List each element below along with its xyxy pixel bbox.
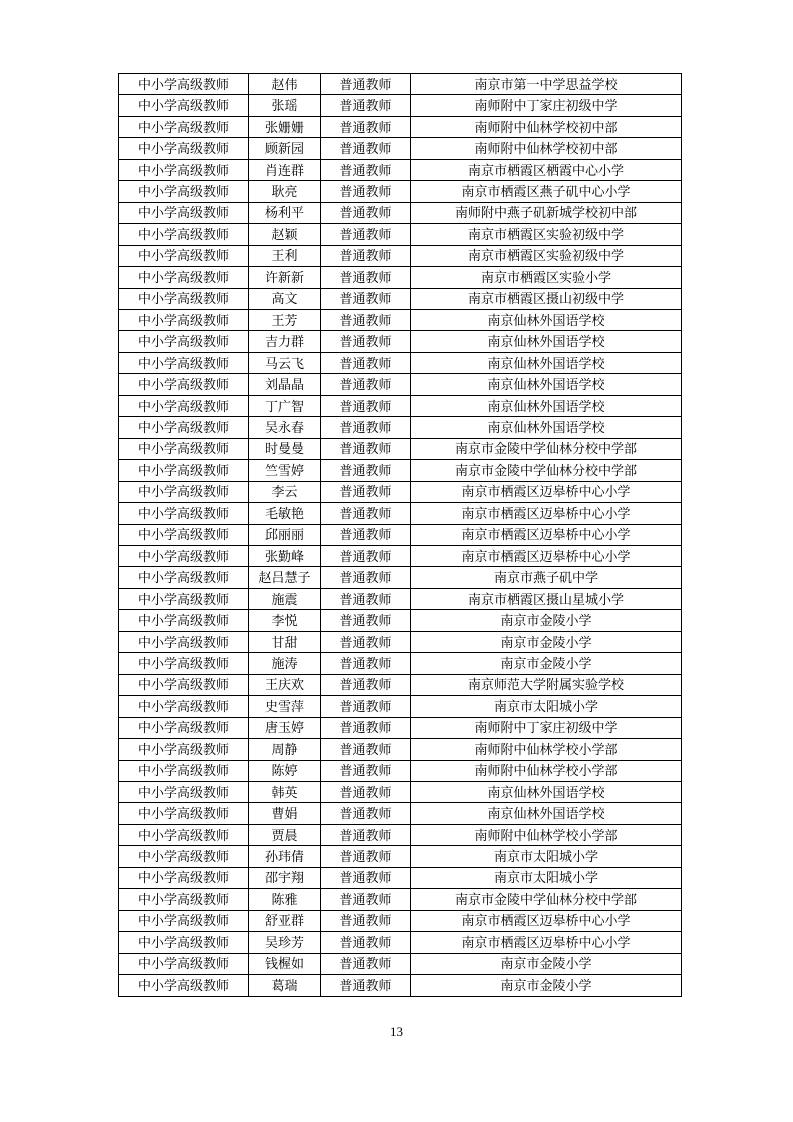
school-cell: 南京市金陵小学 <box>411 975 682 997</box>
rank-cell: 中小学高级教师 <box>119 288 249 309</box>
table-row <box>119 953 682 974</box>
rank-cell: 中小学高级教师 <box>119 567 249 588</box>
table-row <box>119 910 682 931</box>
table-row <box>119 181 682 202</box>
rank-cell: 中小学高级教师 <box>119 824 249 845</box>
rank-cell: 中小学高级教师 <box>119 74 249 95</box>
rank-cell: 中小学高级教师 <box>119 524 249 545</box>
position-cell: 普通教师 <box>321 760 411 781</box>
table-row <box>119 739 682 760</box>
name-cell: 邵宇翔 <box>249 867 321 888</box>
position-cell: 普通教师 <box>321 674 411 695</box>
rank-cell: 中小学高级教师 <box>119 867 249 888</box>
position-cell: 普通教师 <box>321 352 411 373</box>
school-cell: 南京市第一中学思益学校 <box>411 74 682 95</box>
page-number: 13 <box>390 1024 403 1039</box>
school-cell: 南京市栖霞区实验初级中学 <box>411 224 682 245</box>
position-cell: 普通教师 <box>321 202 411 223</box>
table-row <box>119 781 682 802</box>
position-cell: 普通教师 <box>321 524 411 545</box>
table-row <box>119 331 682 352</box>
rank-cell: 中小学高级教师 <box>119 331 249 352</box>
position-cell: 普通教师 <box>321 481 411 502</box>
rank-cell: 中小学高级教师 <box>119 932 249 953</box>
school-cell: 南师附中丁家庄初级中学 <box>411 95 682 116</box>
school-cell: 南京市栖霞区迈皋桥中心小学 <box>411 524 682 545</box>
school-cell: 南师附中燕子矶新城学校初中部 <box>411 202 682 223</box>
school-cell: 南京仙林外国语学校 <box>411 352 682 373</box>
school-cell: 南京仙林外国语学校 <box>411 803 682 824</box>
position-cell: 普通教师 <box>321 696 411 717</box>
name-cell: 顾新园 <box>249 138 321 159</box>
rank-cell: 中小学高级教师 <box>119 953 249 974</box>
school-cell: 南京市太阳城小学 <box>411 696 682 717</box>
table-row <box>119 417 682 438</box>
name-cell: 赵吕慧子 <box>249 567 321 588</box>
name-cell: 邱丽丽 <box>249 524 321 545</box>
table-row <box>119 674 682 695</box>
rank-cell: 中小学高级教师 <box>119 717 249 738</box>
school-cell: 南京仙林外国语学校 <box>411 781 682 802</box>
table-row <box>119 696 682 717</box>
rank-cell: 中小学高级教师 <box>119 781 249 802</box>
rank-cell: 中小学高级教师 <box>119 481 249 502</box>
position-cell: 普通教师 <box>321 138 411 159</box>
rank-cell: 中小学高级教师 <box>119 116 249 137</box>
rank-cell: 中小学高级教师 <box>119 159 249 180</box>
school-cell: 南京市太阳城小学 <box>411 867 682 888</box>
name-cell: 许新新 <box>249 267 321 288</box>
name-cell: 葛瑞 <box>249 975 321 997</box>
school-cell: 南京市栖霞区摄山初级中学 <box>411 288 682 309</box>
position-cell: 普通教师 <box>321 717 411 738</box>
position-cell: 普通教师 <box>321 932 411 953</box>
name-cell: 赵颖 <box>249 224 321 245</box>
name-cell: 王庆欢 <box>249 674 321 695</box>
name-cell: 吴永春 <box>249 417 321 438</box>
table-row <box>119 717 682 738</box>
table-row <box>119 224 682 245</box>
rank-cell: 中小学高级教师 <box>119 267 249 288</box>
position-cell: 普通教师 <box>321 116 411 137</box>
rank-cell: 中小学高级教师 <box>119 95 249 116</box>
position-cell: 普通教师 <box>321 74 411 95</box>
name-cell: 张姗姗 <box>249 116 321 137</box>
rank-cell: 中小学高级教师 <box>119 460 249 481</box>
position-cell: 普通教师 <box>321 889 411 910</box>
rank-cell: 中小学高级教师 <box>119 438 249 459</box>
name-cell: 刘晶晶 <box>249 374 321 395</box>
table-row <box>119 202 682 223</box>
school-cell: 南京仙林外国语学校 <box>411 309 682 330</box>
position-cell: 普通教师 <box>321 588 411 609</box>
position-cell: 普通教师 <box>321 331 411 352</box>
position-cell: 普通教师 <box>321 374 411 395</box>
position-cell: 普通教师 <box>321 610 411 631</box>
school-cell: 南京市金陵小学 <box>411 610 682 631</box>
name-cell: 施震 <box>249 588 321 609</box>
table-row <box>119 889 682 910</box>
position-cell: 普通教师 <box>321 95 411 116</box>
school-cell: 南师附中仙林学校小学部 <box>411 739 682 760</box>
name-cell: 吴珍芳 <box>249 932 321 953</box>
school-cell: 南京市燕子矶中学 <box>411 567 682 588</box>
table-row <box>119 116 682 137</box>
rank-cell: 中小学高级教师 <box>119 545 249 566</box>
school-cell: 南京市栖霞区栖霞中心小学 <box>411 159 682 180</box>
table-row <box>119 867 682 888</box>
position-cell: 普通教师 <box>321 288 411 309</box>
name-cell: 赵伟 <box>249 74 321 95</box>
school-cell: 南京仙林外国语学校 <box>411 374 682 395</box>
name-cell: 张勤峰 <box>249 545 321 566</box>
table-row <box>119 159 682 180</box>
name-cell: 吉力群 <box>249 331 321 352</box>
name-cell: 丁广智 <box>249 395 321 416</box>
name-cell: 甘甜 <box>249 631 321 652</box>
rank-cell: 中小学高级教师 <box>119 138 249 159</box>
school-cell: 南京市栖霞区迈皋桥中心小学 <box>411 910 682 931</box>
name-cell: 杨利平 <box>249 202 321 223</box>
rank-cell: 中小学高级教师 <box>119 352 249 373</box>
position-cell: 普通教师 <box>321 803 411 824</box>
position-cell: 普通教师 <box>321 460 411 481</box>
school-cell: 南京市栖霞区迈皋桥中心小学 <box>411 503 682 524</box>
name-cell: 王芳 <box>249 309 321 330</box>
teacher-title-table <box>118 73 682 997</box>
position-cell: 普通教师 <box>321 224 411 245</box>
name-cell: 韩英 <box>249 781 321 802</box>
name-cell: 耿亮 <box>249 181 321 202</box>
table-row <box>119 438 682 459</box>
table-row <box>119 95 682 116</box>
name-cell: 孙玮倩 <box>249 846 321 867</box>
table-row <box>119 631 682 652</box>
name-cell: 张瑶 <box>249 95 321 116</box>
school-cell: 南京市金陵小学 <box>411 953 682 974</box>
rank-cell: 中小学高级教师 <box>119 631 249 652</box>
table-row <box>119 503 682 524</box>
school-cell: 南京市栖霞区摄山星城小学 <box>411 588 682 609</box>
position-cell: 普通教师 <box>321 417 411 438</box>
school-cell: 南京市金陵中学仙林分校中学部 <box>411 460 682 481</box>
rank-cell: 中小学高级教师 <box>119 202 249 223</box>
table-row <box>119 267 682 288</box>
position-cell: 普通教师 <box>321 631 411 652</box>
table-row <box>119 481 682 502</box>
position-cell: 普通教师 <box>321 867 411 888</box>
table-row <box>119 460 682 481</box>
position-cell: 普通教师 <box>321 567 411 588</box>
table-row <box>119 824 682 845</box>
position-cell: 普通教师 <box>321 545 411 566</box>
position-cell: 普通教师 <box>321 309 411 330</box>
position-cell: 普通教师 <box>321 181 411 202</box>
position-cell: 普通教师 <box>321 739 411 760</box>
rank-cell: 中小学高级教师 <box>119 417 249 438</box>
name-cell: 施涛 <box>249 653 321 674</box>
table-row <box>119 610 682 631</box>
school-cell: 南京市栖霞区迈皋桥中心小学 <box>411 545 682 566</box>
name-cell: 舒亚群 <box>249 910 321 931</box>
table-row <box>119 567 682 588</box>
rank-cell: 中小学高级教师 <box>119 910 249 931</box>
rank-cell: 中小学高级教师 <box>119 760 249 781</box>
school-cell: 南师附中仙林学校初中部 <box>411 116 682 137</box>
position-cell: 普通教师 <box>321 438 411 459</box>
school-cell: 南师附中仙林学校初中部 <box>411 138 682 159</box>
name-cell: 竺雪婷 <box>249 460 321 481</box>
table-row <box>119 588 682 609</box>
table-row <box>119 524 682 545</box>
table-body <box>119 74 682 997</box>
name-cell: 肖连群 <box>249 159 321 180</box>
rank-cell: 中小学高级教师 <box>119 846 249 867</box>
school-cell: 南京市栖霞区迈皋桥中心小学 <box>411 481 682 502</box>
rank-cell: 中小学高级教师 <box>119 610 249 631</box>
school-cell: 南师附中丁家庄初级中学 <box>411 717 682 738</box>
school-cell: 南师附中仙林学校小学部 <box>411 760 682 781</box>
position-cell: 普通教师 <box>321 910 411 931</box>
position-cell: 普通教师 <box>321 953 411 974</box>
rank-cell: 中小学高级教师 <box>119 739 249 760</box>
position-cell: 普通教师 <box>321 159 411 180</box>
school-cell: 南京市金陵小学 <box>411 631 682 652</box>
table-row <box>119 395 682 416</box>
name-cell: 周静 <box>249 739 321 760</box>
table-row <box>119 245 682 266</box>
name-cell: 时曼曼 <box>249 438 321 459</box>
name-cell: 毛敏艳 <box>249 503 321 524</box>
school-cell: 南京仙林外国语学校 <box>411 395 682 416</box>
school-cell: 南京市栖霞区实验初级中学 <box>411 245 682 266</box>
rank-cell: 中小学高级教师 <box>119 395 249 416</box>
table-row <box>119 545 682 566</box>
name-cell: 史雪萍 <box>249 696 321 717</box>
name-cell: 陈雅 <box>249 889 321 910</box>
name-cell: 王利 <box>249 245 321 266</box>
school-cell: 南京仙林外国语学校 <box>411 331 682 352</box>
position-cell: 普通教师 <box>321 267 411 288</box>
position-cell: 普通教师 <box>321 503 411 524</box>
school-cell: 南京市金陵中学仙林分校中学部 <box>411 438 682 459</box>
rank-cell: 中小学高级教师 <box>119 503 249 524</box>
position-cell: 普通教师 <box>321 781 411 802</box>
rank-cell: 中小学高级教师 <box>119 309 249 330</box>
rank-cell: 中小学高级教师 <box>119 653 249 674</box>
table-row <box>119 760 682 781</box>
school-cell: 南京市太阳城小学 <box>411 846 682 867</box>
table-row <box>119 374 682 395</box>
name-cell: 李悦 <box>249 610 321 631</box>
school-cell: 南京市栖霞区迈皋桥中心小学 <box>411 932 682 953</box>
table-row <box>119 803 682 824</box>
table-row <box>119 653 682 674</box>
table-row <box>119 932 682 953</box>
rank-cell: 中小学高级教师 <box>119 374 249 395</box>
school-cell: 南师附中仙林学校小学部 <box>411 824 682 845</box>
name-cell: 马云飞 <box>249 352 321 373</box>
rank-cell: 中小学高级教师 <box>119 588 249 609</box>
table-row <box>119 352 682 373</box>
table-row <box>119 288 682 309</box>
name-cell: 贾晨 <box>249 824 321 845</box>
name-cell: 钱楃如 <box>249 953 321 974</box>
position-cell: 普通教师 <box>321 824 411 845</box>
table-row <box>119 309 682 330</box>
table-row <box>119 975 682 997</box>
rank-cell: 中小学高级教师 <box>119 674 249 695</box>
position-cell: 普通教师 <box>321 653 411 674</box>
rank-cell: 中小学高级教师 <box>119 889 249 910</box>
school-cell: 南京市栖霞区燕子矶中心小学 <box>411 181 682 202</box>
rank-cell: 中小学高级教师 <box>119 975 249 997</box>
name-cell: 唐玉婷 <box>249 717 321 738</box>
school-cell: 南京市栖霞区实验小学 <box>411 267 682 288</box>
rank-cell: 中小学高级教师 <box>119 245 249 266</box>
name-cell: 李云 <box>249 481 321 502</box>
table-row <box>119 74 682 95</box>
rank-cell: 中小学高级教师 <box>119 803 249 824</box>
school-cell: 南京市金陵小学 <box>411 653 682 674</box>
position-cell: 普通教师 <box>321 846 411 867</box>
name-cell: 陈婷 <box>249 760 321 781</box>
rank-cell: 中小学高级教师 <box>119 181 249 202</box>
table-row <box>119 138 682 159</box>
position-cell: 普通教师 <box>321 395 411 416</box>
table-row <box>119 846 682 867</box>
name-cell: 曹娟 <box>249 803 321 824</box>
school-cell: 南京市金陵中学仙林分校中学部 <box>411 889 682 910</box>
school-cell: 南京仙林外国语学校 <box>411 417 682 438</box>
position-cell: 普通教师 <box>321 245 411 266</box>
school-cell: 南京师范大学附属实验学校 <box>411 674 682 695</box>
name-cell: 高文 <box>249 288 321 309</box>
rank-cell: 中小学高级教师 <box>119 224 249 245</box>
rank-cell: 中小学高级教师 <box>119 696 249 717</box>
position-cell: 普通教师 <box>321 975 411 997</box>
